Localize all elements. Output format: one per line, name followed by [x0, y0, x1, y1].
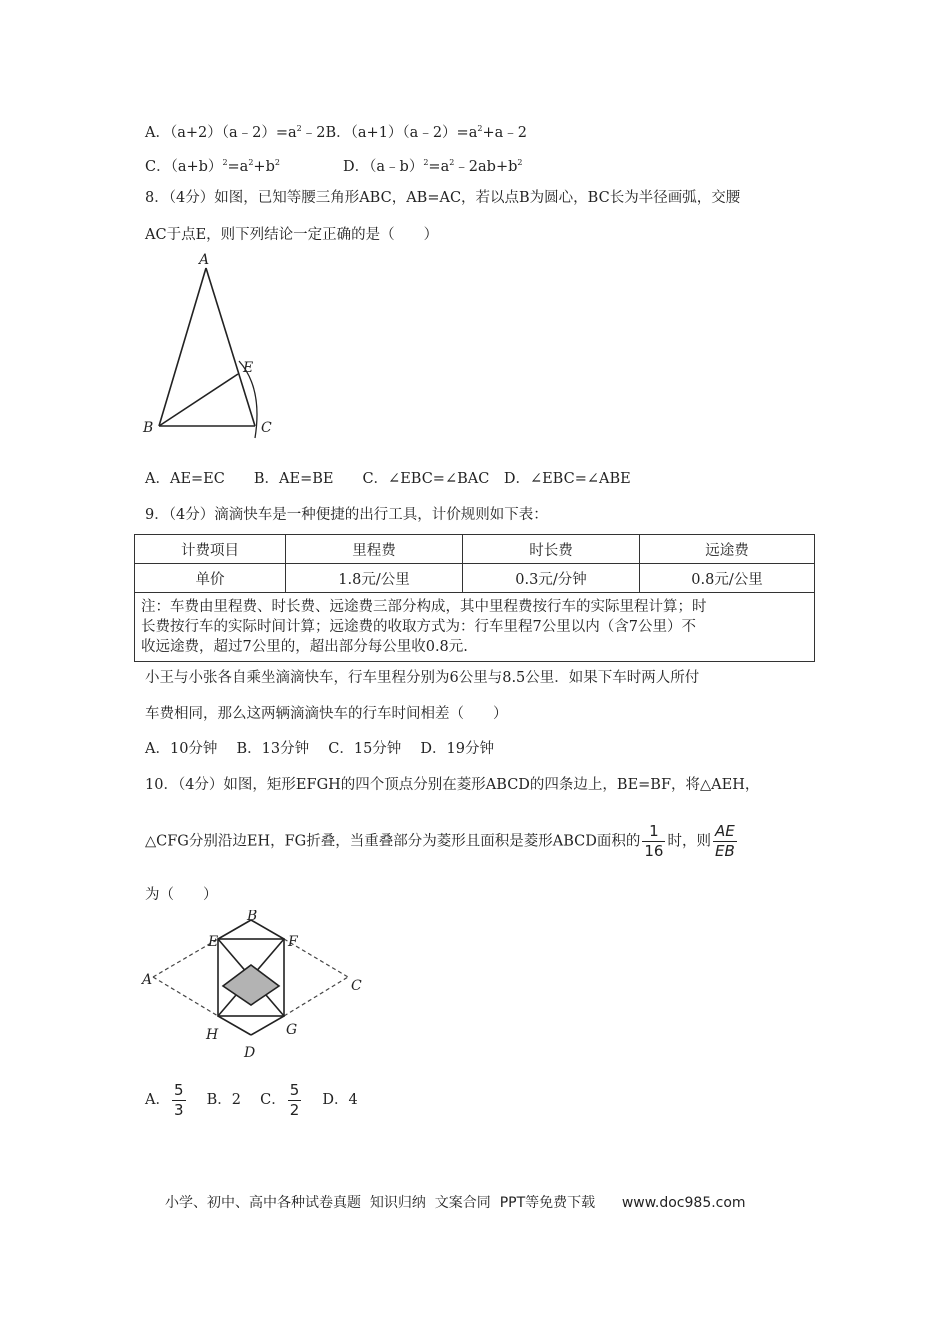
- q7-option-d-sup2: 2: [449, 158, 455, 167]
- q10-option-b: B．2: [206, 1092, 242, 1108]
- label-f: F: [288, 934, 298, 950]
- header-cell: 远途费: [640, 535, 815, 564]
- q10-options: [145, 1080, 358, 1120]
- q7-option-d-label: D．: [343, 159, 370, 175]
- q9-line2: 车费相同，那么这两辆滴滴快车的行车时间相差（ ）: [145, 706, 508, 722]
- fraction-denominator: 3: [173, 1100, 184, 1119]
- q10-line2: [145, 822, 739, 861]
- header-cell: 计费项目: [135, 535, 286, 564]
- q10-line2-text: △CFG分别沿边EH，FG折叠，当重叠部分为菱形且面积是菱形ABCD面积的: [145, 833, 641, 850]
- q7-option-b-text: （a+1）（a﹣2）=a: [350, 125, 478, 141]
- table-cell: 1.8元/公里: [286, 564, 463, 593]
- table-note: [135, 593, 815, 662]
- fraction-5-2: [288, 1081, 302, 1120]
- table-cell: 单价: [135, 564, 286, 593]
- q7-option-b-sup: 2: [477, 124, 483, 133]
- q7-option-c-text3: +b: [253, 159, 275, 175]
- header-cell: 时长费: [463, 535, 640, 564]
- q9-options: A．10分钟 B．13分钟 C．15分钟 D．19分钟: [145, 741, 494, 757]
- q8-stem-line1: 8．（4分）如图，已知等腰三角形ABC，AB=AC，若以点B为圆心，BC长为半径画弧，交腰: [145, 190, 741, 206]
- q9-line1: 小王与小张各自乘坐滴滴快车，行车里程分别为6公里与8.5公里．如果下车时两人所付: [145, 670, 700, 686]
- q7-options-ab: [145, 119, 527, 143]
- q7-option-d-sup1: 2: [423, 158, 429, 167]
- fraction-denominator: 2: [289, 1100, 300, 1119]
- table-header-row: [135, 535, 815, 564]
- q7-option-c: [145, 153, 280, 177]
- table-note-row: [135, 593, 815, 662]
- q10-rhombus-figure: [138, 910, 373, 1065]
- q7-option-d-text2: =a: [428, 159, 450, 175]
- label-e: E: [208, 934, 219, 950]
- fraction-numerator: AE: [713, 822, 737, 842]
- table-row: [135, 564, 815, 593]
- q10-line2-mid: 时，则: [667, 833, 711, 850]
- fare-table: [134, 534, 815, 662]
- note-line: 收远途费，超过7公里的，超出部分每公里收0.8元.: [141, 639, 468, 655]
- q10-option-a-label: A．: [145, 1092, 170, 1108]
- q7-option-a-label: A．: [145, 125, 170, 141]
- q7-option-b-label: B．: [325, 125, 351, 141]
- fraction-numerator: 5: [173, 1080, 184, 1099]
- fraction-numerator: 5: [289, 1080, 300, 1099]
- q10-line3: 为（ ）: [145, 887, 218, 903]
- side-ac: [206, 268, 255, 426]
- label-c: C: [351, 978, 362, 994]
- q7-option-a-tail: ﹣2: [301, 125, 326, 141]
- page-footer: 小学、初中、高中各种试卷真题 知识归纳 文案合同 PPT等免费下载 www.doc985.com: [165, 1195, 746, 1211]
- note-line: 注：车费由里程费、时长费、远途费三部分构成，其中里程费按行车的实际里程计算；时: [141, 599, 707, 615]
- fraction-ae-eb: [713, 822, 737, 861]
- q7-option-c-label: C．: [145, 159, 171, 175]
- q9-stem: 9．（4分）滴滴快车是一种便捷的出行工具，计价规则如下表：: [145, 507, 548, 523]
- label-b: B: [247, 910, 258, 924]
- side-ab: [159, 268, 206, 426]
- fraction-denominator: 16: [644, 842, 664, 860]
- header-cell: 里程费: [286, 535, 463, 564]
- fraction-1-16: [642, 822, 665, 861]
- segment-be: [159, 374, 238, 426]
- label-a: A: [199, 252, 210, 268]
- q7-option-c-sup1: 2: [222, 158, 228, 167]
- q7-option-c-sup2: 2: [248, 158, 254, 167]
- note-line: 长费按行车的实际时间计算；远途费的收取方式为：行车里程7公里以内（含7公里）不: [141, 619, 696, 635]
- fraction-denominator: EB: [714, 842, 735, 860]
- label-b: B: [143, 420, 154, 436]
- q7-option-d-text: （a﹣b）: [369, 159, 424, 175]
- q7-option-a-text: （a+2）（a﹣2）=a: [169, 125, 297, 141]
- q7-option-a-sup: 2: [296, 124, 302, 133]
- q7-option-c-text2: =a: [227, 159, 249, 175]
- label-c: C: [261, 420, 272, 436]
- fraction-5-3: [172, 1081, 186, 1120]
- q10-option-c-label: C．: [260, 1092, 286, 1108]
- label-d: D: [244, 1045, 256, 1061]
- q7-option-d-text3: ﹣2ab+b: [454, 159, 518, 175]
- q7-option-c-text: （a+b）: [170, 159, 223, 175]
- q7-option-d-sup3: 2: [517, 158, 523, 167]
- label-e: E: [243, 360, 254, 376]
- q8-stem-line2: AC于点E，则下列结论一定正确的是（ ）: [145, 227, 439, 243]
- table-cell: 0.8元/公里: [640, 564, 815, 593]
- overlap-rhombus: [223, 965, 279, 1005]
- label-g: G: [286, 1022, 298, 1038]
- q7-option-b-tail: +a﹣2: [482, 125, 527, 141]
- table-cell: 0.3元/分钟: [463, 564, 640, 593]
- q10-option-d: D．4: [322, 1092, 358, 1108]
- q10-line1: 10．（4分）如图，矩形EFGH的四个顶点分别在菱形ABCD的四条边上，BE=BF，将△AEH，: [145, 777, 760, 793]
- q8-triangle-figure: [135, 248, 285, 443]
- q7-option-d: [343, 153, 523, 177]
- q8-options: A．AE=EC B．AE=BE C．∠EBC=∠BAC D．∠EBC=∠ABE: [145, 471, 631, 487]
- label-h: H: [206, 1027, 219, 1043]
- fraction-numerator: 1: [642, 822, 665, 842]
- label-a: A: [142, 972, 153, 988]
- q7-option-c-sup3: 2: [274, 158, 280, 167]
